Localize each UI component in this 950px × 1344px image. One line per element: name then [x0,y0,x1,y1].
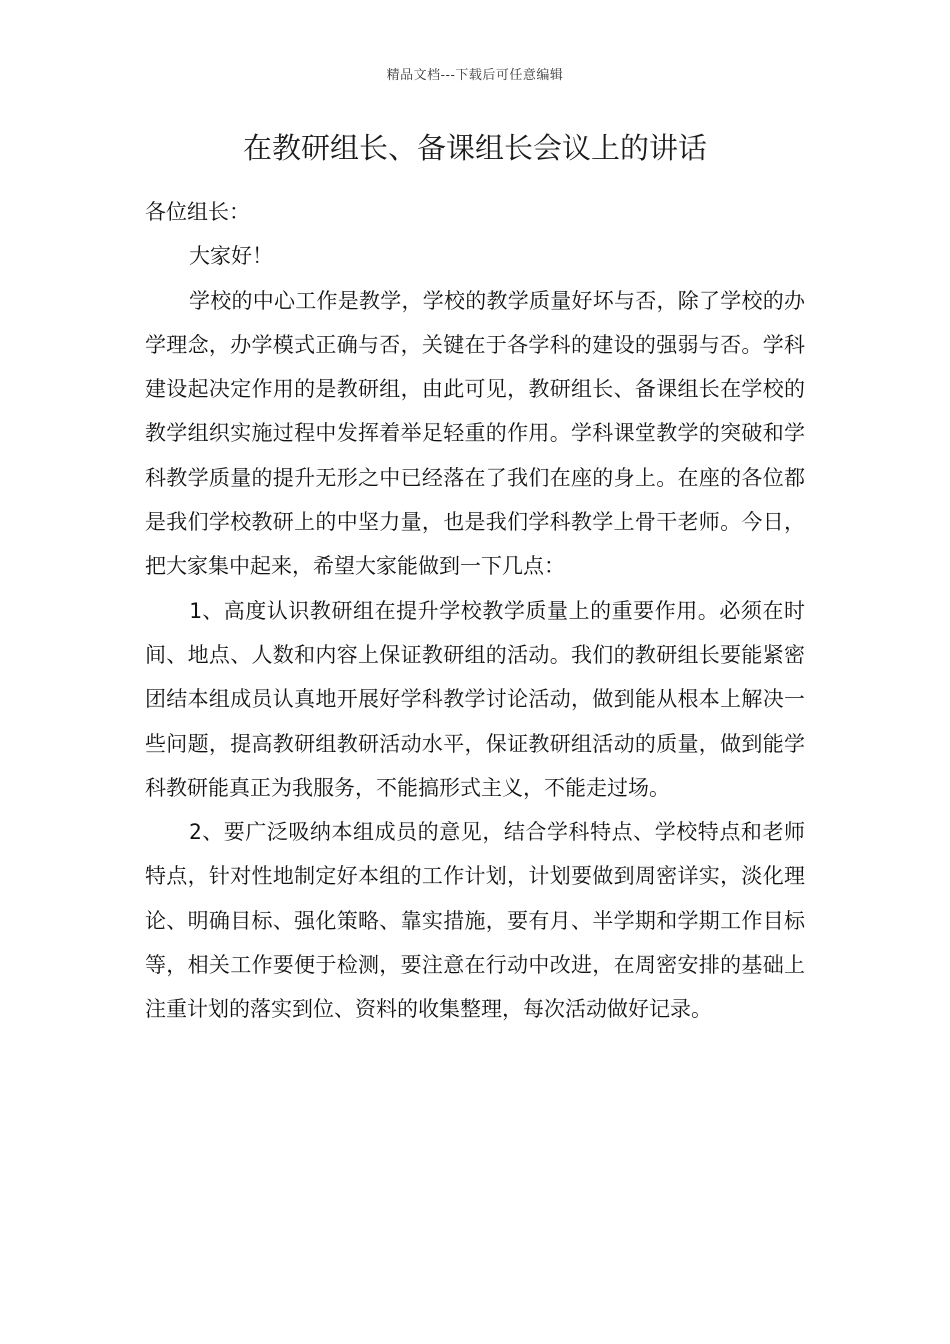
greeting: 大家好！ [189,244,273,269]
paragraph-intro: 学校的中心工作是教学，学校的教学质量好坏与否，除了学校的办学理念，办学模式正确与否，关键在于各学科的建设的强弱与否。学科建设起决定作用的是教研组，由此可见，教研组长、备课组长在学校的教学组织实施过程中发挥着举足轻重的作用。学科课堂教学的突破和学科教学质量的提升无形之中已经落在了我们在座的身上。在座的各位都是我们学校教研上的中坚力量，也是我们学科教学上骨干老师。今日，把大家集中起来，希望大家能做到一下几点： [145,288,805,579]
document-body [145,190,805,1032]
header-note: 精品文档---下载后可任意编辑 [386,68,564,83]
salutation: 各位组长： [145,200,250,224]
paragraph-point-1: 1、高度认识教研组在提升学校教学质量上的重要作用。必须在时间、地点、人数和内容上保证教研组的活动。我们的教研组长要能紧密团结本组成员认真地开展好学科教学讨论活动，做到能从根本上解决一些问题，提高教研组教研活动水平，保证教研组活动的质量，做到能学科教研能真正为我服务，不能搞形式主义，不能走过场。 [145,598,805,800]
paragraph-point-2: 2、要广泛吸纳本组成员的意见，结合学科特点、学校特点和老师特点，针对性地制定好本组的工作计划，计划要做到周密详实，淡化理论、明确目标、强化策略、靠实措施，要有月、半学期和学期工作目标等，相关工作要便于检测，要注意在行动中改进，在周密安排的基础上注重计划的落实到位、资料的收集整理，每次活动做好记录。 [145,820,805,1022]
document-title: 在教研组长、备课组长会议上的讲话 [242,131,707,165]
